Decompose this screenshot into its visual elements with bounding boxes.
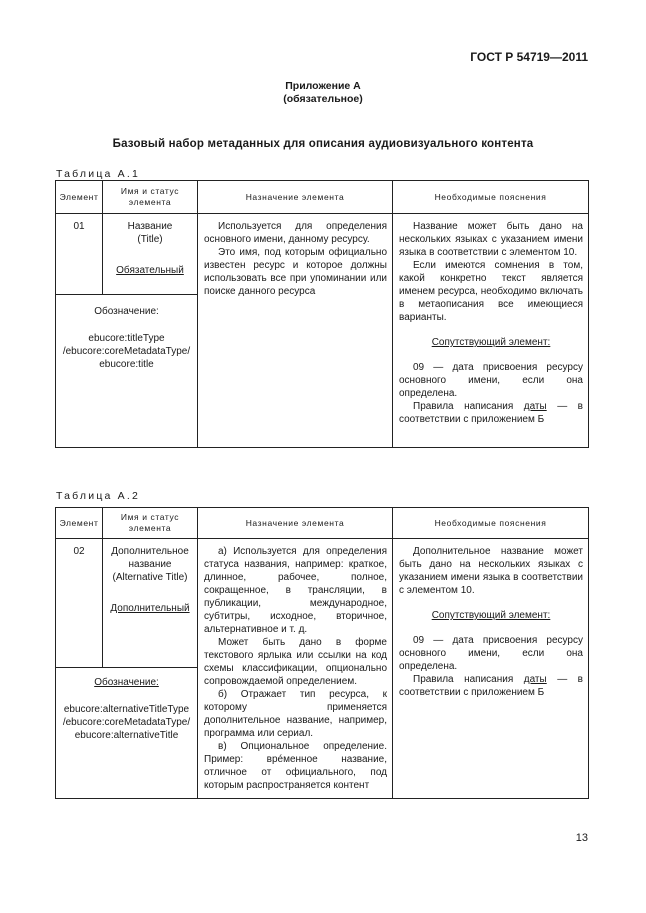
accompanying-element-label: Сопутствующий элемент: (431, 610, 551, 621)
table2-header-row (56, 508, 589, 539)
notes-paragraph: Название может быть дано на нескольких языках с указанием имени языка в соответствии с элементом 10. (399, 221, 583, 258)
notes-paragraph: Если имеются сомнения в том, какой конкретно текст является именем ресурса, необходимо включать в метаописания все имеющиеся варианты. (399, 260, 583, 323)
appendix-subtitle: (обязательное) (283, 93, 363, 105)
appendix-title: Приложение А (285, 80, 361, 92)
name-line1: Название (127, 221, 173, 232)
standard-number: ГОСТ Р 54719—2011 (470, 50, 588, 64)
designation-value: ebucore:alternativeTitleType /ebucore:coreMetadataType/ ebucore:alternativeTitle (62, 704, 191, 741)
element-status: Дополнительный (110, 603, 190, 614)
header-name-status: Имя и статус элемента (103, 181, 198, 214)
table2-row-top (56, 539, 589, 668)
name-line2: (Title) (137, 234, 163, 245)
header-element: Элемент (56, 181, 103, 214)
table1-row-top (56, 214, 589, 295)
header-purpose: Назначение элемента (198, 508, 393, 539)
element-notes (393, 539, 589, 799)
table1-caption: Таблица А.1 (56, 168, 141, 180)
element-notes (393, 214, 589, 448)
appendix-heading (0, 80, 646, 106)
element-name (103, 539, 198, 668)
notes-paragraph: Дополнительное название может быть дано на нескольких языках с указанием имени языка в соответствии с элементом 10. (399, 546, 583, 596)
name-line2: (Alternative Title) (112, 572, 188, 583)
purpose-paragraph: Используется для определения основного имени, данному ресурсу. (204, 221, 387, 245)
header-name-status: Имя и статус элемента (103, 508, 198, 539)
purpose-paragraph: Может быть дано в форме текстового ярлыка или ссылки на код схемы классификации, опционально сопровождаемой определением. (204, 637, 387, 687)
designation-value: ebucore:titleType /ebucore:coreMetadataType/ ebucore:title (62, 333, 191, 370)
purpose-paragraph: б) Отражает тип ресурса, к которому применяется дополнительное название, например, программа или сериал. (204, 689, 387, 739)
element-number: 02 (56, 539, 103, 668)
accompanying-element-label: Сопутствующий элемент: (431, 337, 551, 348)
header-element: Элемент (56, 508, 103, 539)
element-number: 01 (56, 214, 103, 295)
designation-cell (56, 295, 198, 448)
header-purpose: Назначение элемента (198, 181, 393, 214)
designation-cell (56, 668, 198, 799)
purpose-paragraph: а) Используется для определения статуса названия, например: краткое, длинное, рабочее, полное, сокращенное, в трансляции, в публикации, международное, субтитры, исходное, вторичное, альтернативное и т. д. (204, 546, 387, 635)
designation-label: Обозначение: (94, 306, 159, 317)
table2-caption: Таблица А.2 (56, 490, 141, 502)
page-title: Базовый набор метаданных для описания аудиовизуального контента (112, 138, 534, 150)
table-a2 (55, 507, 589, 799)
element-status: Обязательный (116, 265, 184, 276)
notes-paragraph: Правила написания даты — в соответствии с приложением Б (399, 674, 583, 698)
element-name (103, 214, 198, 295)
element-purpose (198, 214, 393, 448)
header-notes: Необходимые пояснения (393, 508, 589, 539)
notes-paragraph: 09 — дата присвоения ресурсу основного имени, если она определена. (399, 362, 583, 399)
element-purpose (198, 539, 393, 799)
table1-header-row (56, 181, 589, 214)
purpose-paragraph: в) Опциональное определение. Пример: врéменное название, отличное от официального, под которым распространяется контент (204, 741, 387, 791)
notes-paragraph: 09 — дата присвоения ресурсу основного имени, если она определена. (399, 635, 583, 672)
header-notes: Необходимые пояснения (393, 181, 589, 214)
designation-label: Обозначение: (94, 677, 159, 688)
table-a1 (55, 180, 589, 448)
purpose-paragraph: Это имя, под которым официально известен ресурс и которое должны использовать все при упоминании или поиске данного ресурса (204, 247, 387, 297)
notes-paragraph: Правила написания даты — в соответствии с приложением Б (399, 401, 583, 425)
page-number: 13 (575, 832, 588, 844)
name-line1: Дополнительное название (111, 546, 189, 570)
